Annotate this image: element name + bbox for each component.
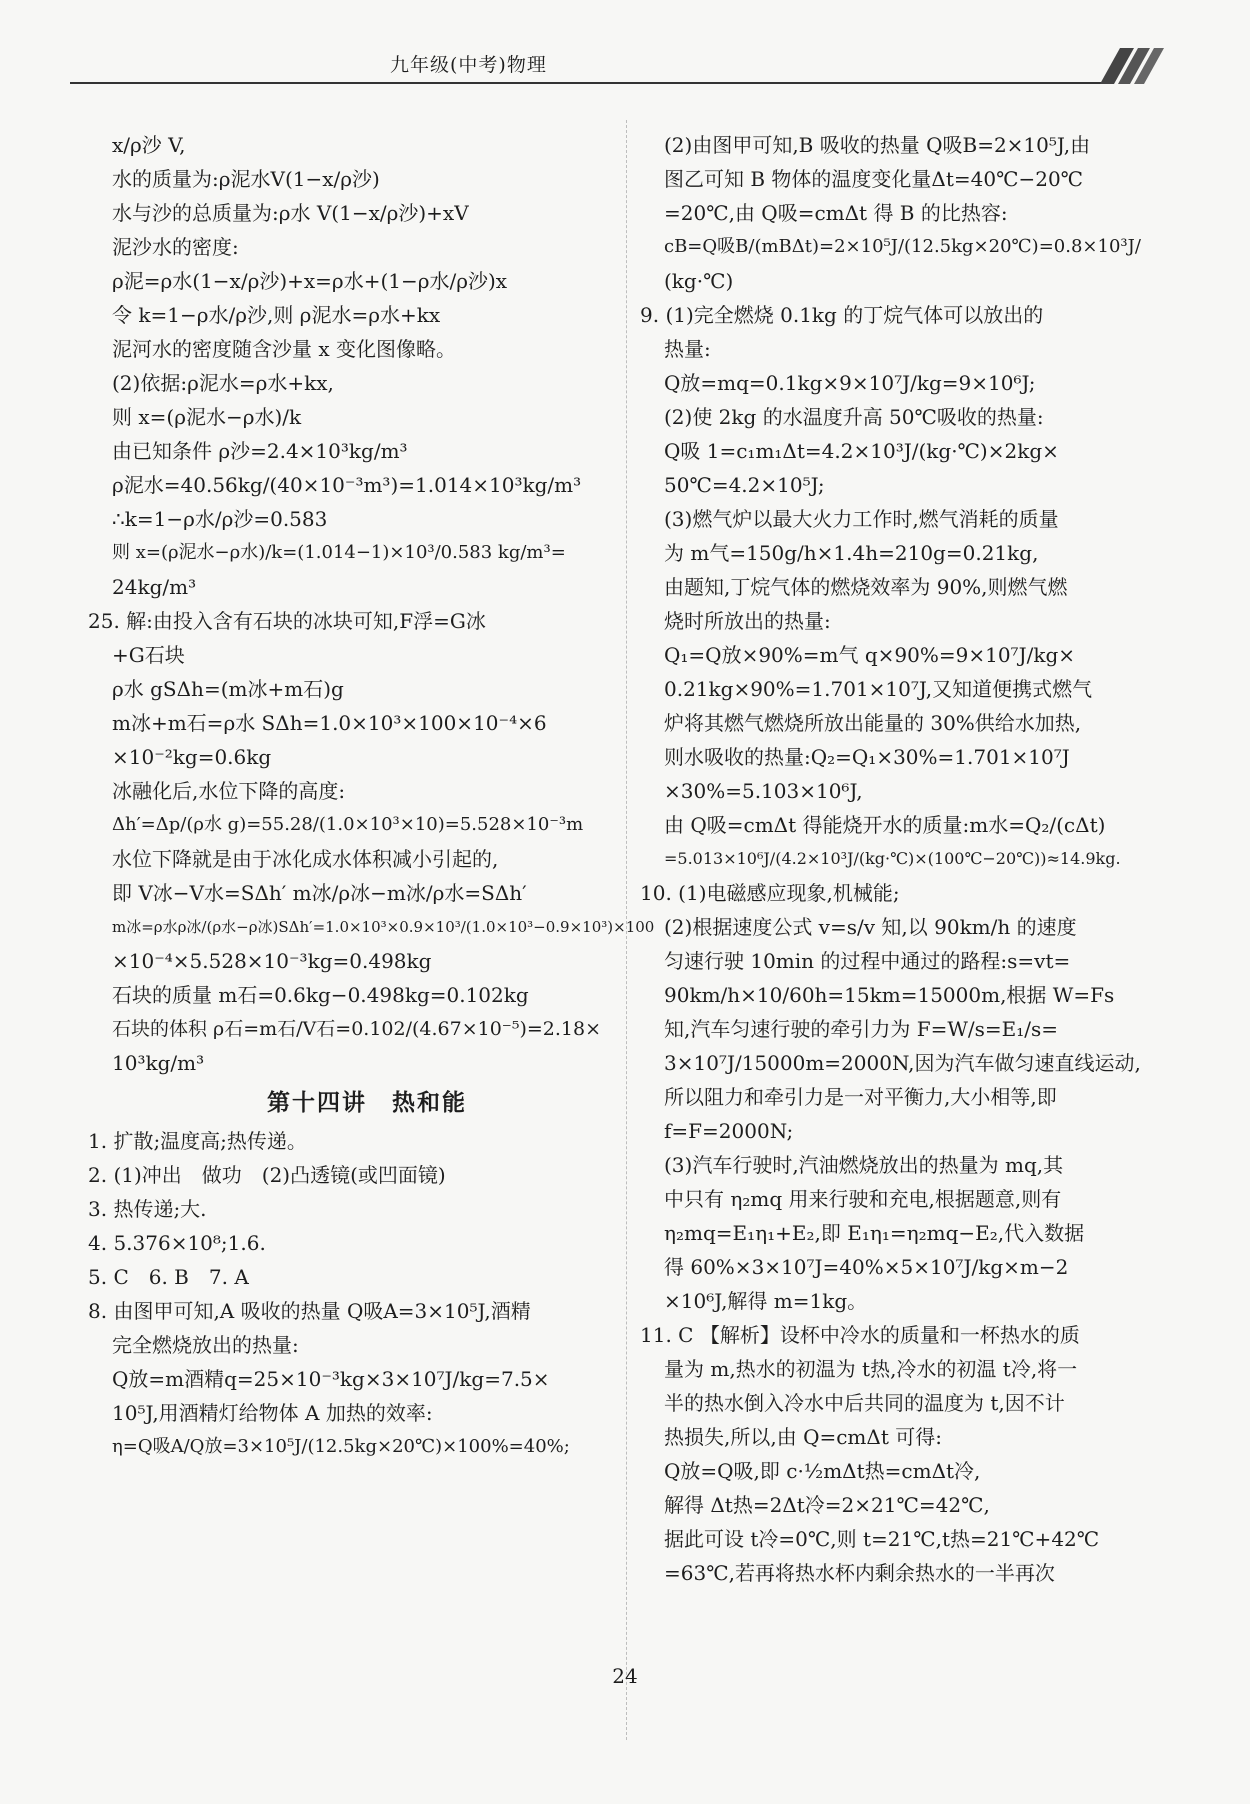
text-line: 90km/h×10/60h=15km=15000m,根据 W=Fs xyxy=(664,983,1115,1007)
text-line: 热量: xyxy=(664,337,711,361)
text-line: 烧时所放出的热量: xyxy=(664,609,831,633)
text-line: ×10⁻²kg=0.6kg xyxy=(112,745,272,769)
text-line: 由已知条件 ρ沙=2.4×10³kg/m³ xyxy=(112,439,408,463)
text-line: cB=Q吸B/(mBΔt)=2×10⁵J/(12.5kg×20℃)=0.8×10³J/ xyxy=(664,236,1141,257)
text-line: 匀速行驶 10min 的过程中通过的路程:s=vt= xyxy=(664,949,1071,973)
header-stripes-decoration xyxy=(1080,48,1170,84)
text-line: Q放=m酒精q=25×10⁻³kg×3×10⁷J/kg=7.5× xyxy=(112,1367,550,1391)
text-line: 炉将其燃气燃烧所放出能量的 30%供给水加热, xyxy=(664,711,1082,735)
text-line: 由题知,丁烷气体的燃烧效率为 90%,则燃气燃 xyxy=(664,575,1068,599)
text-line: (2)使 2kg 的水温度升高 50℃吸收的热量: xyxy=(664,405,1044,429)
answer-2: 2. (1)冲出 做功 (2)凸透镜(或凹面镜) xyxy=(88,1163,446,1187)
text-line: 石块的体积 ρ石=m石/V石=0.102/(4.67×10⁻⁵)=2.18× xyxy=(112,1018,601,1040)
text-line: Q吸 1=c₁m₁Δt=4.2×10³J/(kg·℃)×2kg× xyxy=(664,439,1059,463)
answer-1: 1. 扩散;温度高;热传递。 xyxy=(88,1129,307,1153)
text-line: 水位下降就是由于冰化成水体积减小引起的, xyxy=(112,847,499,871)
text-line: 量为 m,热水的初温为 t热,冷水的初温 t冷,将一 xyxy=(664,1357,1078,1381)
text-line: m冰+m石=ρ水 SΔh=1.0×10³×100×10⁻⁴×6 xyxy=(112,711,547,735)
text-line: (2)由图甲可知,B 吸收的热量 Q吸B=2×10⁵J,由 xyxy=(664,133,1091,157)
text-line: f=F=2000N; xyxy=(664,1119,794,1143)
header-rule xyxy=(70,82,1110,84)
text-line: 冰融化后,水位下降的高度: xyxy=(112,779,346,803)
text-line: =63℃,若再将热水杯内剩余热水的一半再次 xyxy=(664,1561,1055,1585)
text-line: 图乙可知 B 物体的温度变化量Δt=40℃−20℃ xyxy=(664,167,1084,191)
text-line: +G石块 xyxy=(112,643,185,667)
question-10: 10. (1)电磁感应现象,机械能; xyxy=(640,881,900,905)
text-line: ρ泥=ρ水(1−x/ρ沙)+x=ρ水+(1−ρ水/ρ沙)x xyxy=(112,269,508,293)
header-title: 九年级(中考)物理 xyxy=(390,54,547,76)
text-line: 10⁵J,用酒精灯给物体 A 加热的效率: xyxy=(112,1401,433,1425)
text-line: 知,汽车匀速行驶的牵引力为 F=W/s=E₁/s= xyxy=(664,1017,1059,1041)
text-line: (2)根据速度公式 v=s/v 知,以 90km/h 的速度 xyxy=(664,915,1077,939)
text-line: =20℃,由 Q吸=cmΔt 得 B 的比热容: xyxy=(664,201,1008,225)
text-line: 热损失,所以,由 Q=cmΔt 可得: xyxy=(664,1425,942,1449)
text-line: (2)依据:ρ泥水=ρ水+kx, xyxy=(112,371,334,395)
text-line: 泥沙水的密度: xyxy=(112,235,239,259)
text-line: 水的质量为:ρ泥水V(1−x/ρ沙) xyxy=(112,167,380,191)
text-line: (3)燃气炉以最大火力工作时,燃气消耗的质量 xyxy=(664,507,1059,531)
text-line: Δh′=Δp/(ρ水 g)=55.28/(1.0×10³×10)=5.528×10⁻³m xyxy=(112,814,584,835)
section-title: 第十四讲 热和能 xyxy=(267,1090,467,1116)
text-line: Q放=Q吸,即 c·½mΔt热=cmΔt冷, xyxy=(664,1459,981,1483)
text-line: 即 V冰−V水=SΔh′ m冰/ρ冰−m冰/ρ水=SΔh′ xyxy=(112,881,527,905)
text-line: ×10⁻⁴×5.528×10⁻³kg=0.498kg xyxy=(112,949,432,973)
text-line: x/ρ沙 V, xyxy=(112,133,186,157)
question-11: 11. C 【解析】设杯中冷水的质量和一杯热水的质 xyxy=(640,1323,1080,1347)
text-line: 为 m气=150g/h×1.4h=210g=0.21kg, xyxy=(664,541,1039,565)
text-line: 据此可设 t冷=0℃,则 t=21℃,t热=21℃+42℃ xyxy=(664,1527,1100,1551)
text-line: 则 x=(ρ泥水−ρ水)/k=(1.014−1)×10³/0.583 kg/m³= xyxy=(112,542,566,563)
answer-5-7: 5. C 6. B 7. A xyxy=(88,1265,249,1289)
text-line: 所以阻力和牵引力是一对平衡力,大小相等,即 xyxy=(664,1085,1057,1109)
text-line: 完全燃烧放出的热量: xyxy=(112,1333,299,1357)
text-line: ρ泥水=40.56kg/(40×10⁻³m³)=1.014×10³kg/m³ xyxy=(112,473,582,497)
left-column xyxy=(88,128,655,1464)
question-25: 25. 解:由投入含有石块的冰块可知,F浮=G冰 xyxy=(88,609,486,633)
text-line: 泥河水的密度随含沙量 x 变化图像略。 xyxy=(112,337,456,361)
answer-8: 8. 由图甲可知,A 吸收的热量 Q吸A=3×10⁵J,酒精 xyxy=(88,1299,531,1323)
text-line: η=Q吸A/Q放=3×10⁵J/(12.5kg×20℃)×100%=40%; xyxy=(112,1436,570,1457)
page-header xyxy=(70,44,1180,88)
right-column xyxy=(640,128,1182,1590)
text-line: ×10⁶J,解得 m=1kg。 xyxy=(664,1289,868,1313)
text-line: ∴k=1−ρ水/ρ沙=0.583 xyxy=(112,507,328,531)
page-number: 24 xyxy=(612,1664,638,1688)
answer-4: 4. 5.376×10⁸;1.6. xyxy=(88,1231,266,1255)
text-line: 24kg/m³ xyxy=(112,575,197,599)
text-line: 水与沙的总质量为:ρ水 V(1−x/ρ沙)+xV xyxy=(112,201,469,225)
text-line: 石块的质量 m石=0.6kg−0.498kg=0.102kg xyxy=(112,983,529,1007)
text-line: Q₁=Q放×90%=m气 q×90%=9×10⁷J/kg× xyxy=(664,643,1076,667)
answer-3: 3. 热传递;大. xyxy=(88,1197,207,1221)
text-line: (3)汽车行驶时,汽油燃烧放出的热量为 mq,其 xyxy=(664,1153,1064,1177)
text-line: 中只有 η₂mq 用来行驶和充电,根据题意,则有 xyxy=(664,1187,1062,1211)
text-line: Q放=mq=0.1kg×9×10⁷J/kg=9×10⁶J; xyxy=(664,371,1036,395)
text-line: m冰=ρ水ρ冰/(ρ水−ρ冰)SΔh′=1.0×10³×0.9×10³/(1.0×10³−0.9×10³)×100 xyxy=(112,918,655,936)
text-line: 解得 Δt热=2Δt冷=2×21℃=42℃, xyxy=(664,1493,990,1517)
text-line: 50℃=4.2×10⁵J; xyxy=(664,473,825,497)
text-line: ×30%=5.103×10⁶J, xyxy=(664,779,863,803)
text-line: =5.013×10⁶J/(4.2×10³J/(kg·℃)×(100℃−20℃))≈14.9kg. xyxy=(664,849,1121,868)
text-line: 令 k=1−ρ水/ρ沙,则 ρ泥水=ρ水+kx xyxy=(112,303,441,327)
text-line: ρ水 gSΔh=(m冰+m石)g xyxy=(112,677,344,701)
text-line: 10³kg/m³ xyxy=(112,1051,205,1075)
text-line: 由 Q吸=cmΔt 得能烧开水的质量:m水=Q₂/(cΔt) xyxy=(664,813,1106,837)
text-line: 则水吸收的热量:Q₂=Q₁×30%=1.701×10⁷J xyxy=(664,745,1070,769)
text-line: 则 x=(ρ泥水−ρ水)/k xyxy=(112,405,302,429)
text-line: 得 60%×3×10⁷J=40%×5×10⁷J/kg×m−2 xyxy=(664,1255,1069,1279)
text-line: (kg·℃) xyxy=(664,269,734,293)
text-line: η₂mq=E₁η₁+E₂,即 E₁η₁=η₂mq−E₂,代入数据 xyxy=(664,1221,1085,1245)
text-line: 3×10⁷J/15000m=2000N,因为汽车做匀速直线运动, xyxy=(664,1051,1141,1075)
text-line: 0.21kg×90%=1.701×10⁷J,又知道便携式燃气 xyxy=(664,677,1093,701)
question-9: 9. (1)完全燃烧 0.1kg 的丁烷气体可以放出的 xyxy=(640,303,1044,327)
text-line: 半的热水倒入冷水中后共同的温度为 t,因不计 xyxy=(664,1391,1065,1415)
